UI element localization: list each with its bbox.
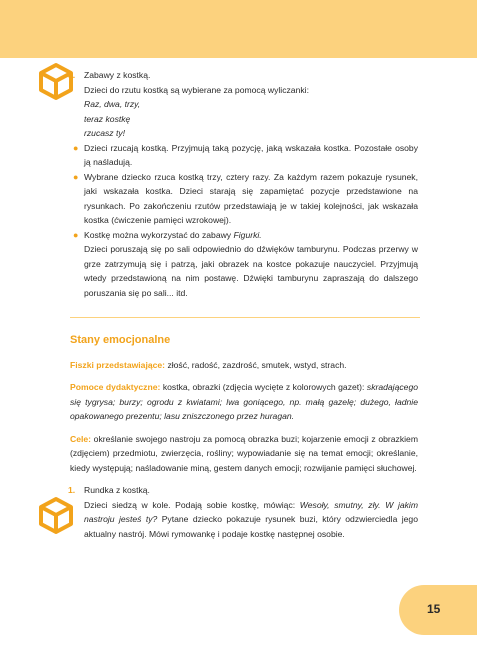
cele-text: określanie swojego nastroju za pomocą obrazka buzi; kojarzenie emocji z obrazkiem (zdjęciem) przedmiotu, zwierzęcia, rośliny; wypowiadanie się na temat emocji; określanie, kiedy występują; naśladowanie miną, gestem danych emocji; rozwijanie pamięci słuchowej. bbox=[70, 433, 418, 473]
page-number-tab bbox=[399, 585, 477, 635]
bullet-icon: ● bbox=[73, 142, 79, 153]
page-number: 15 bbox=[427, 602, 441, 616]
page-content bbox=[68, 68, 419, 541]
pomoce-paragraph bbox=[70, 380, 418, 424]
rhyme-line: rzucasz ty! bbox=[84, 128, 126, 138]
bullet-icon: ● bbox=[73, 229, 79, 240]
section-heading: Stany emocjonalne bbox=[70, 334, 171, 346]
pomoce-label: Pomoce dydaktyczne: bbox=[70, 382, 161, 392]
fiszki-label: Fiszki przedstawiające: bbox=[70, 359, 166, 370]
item-number: 3. bbox=[68, 70, 76, 80]
bullet-item bbox=[73, 141, 418, 170]
fiszki-paragraph bbox=[70, 358, 418, 373]
fiszki-text: złość, radość, zazdrość, smutek, wstyd, strach. bbox=[165, 359, 347, 370]
item-text bbox=[84, 498, 418, 542]
bullet-text-rest: Dzieci poruszają się po sali odpowiednio do dźwięków tamburynu. Podczas przerwy w grze zatrzymują się i patrzą, jaki obrazek na kostce pokazuje nauczyciel. Przyjmują wtedy przedstawioną na nim postawę. Dźwięki tamburynu zapraszają do dalszego poruszania się po sali... itd. bbox=[84, 244, 418, 298]
item-title: Rundka z kostką. bbox=[84, 485, 150, 495]
cele-paragraph bbox=[70, 432, 418, 476]
cele-label: Cele: bbox=[70, 433, 92, 444]
exercise-item bbox=[68, 68, 418, 141]
bullet-item bbox=[73, 228, 418, 301]
item-text-italic: Wesoły, smutny, zły. W jakim nastroju jesteś ty? bbox=[84, 499, 419, 524]
bullet-text-lead: Kostkę można wykorzystać do zabawy bbox=[84, 229, 234, 240]
section-divider bbox=[70, 317, 420, 318]
rhyme-line: teraz kostkę bbox=[84, 113, 131, 124]
item-intro: Dzieci do rzutu kostką są wybierane za pomocą wyliczanki: bbox=[84, 84, 309, 95]
bullet-text-italic: Figurki. bbox=[233, 229, 262, 240]
exercise-item bbox=[68, 483, 419, 541]
bullet-text bbox=[84, 228, 418, 243]
item-title: Zabawy z kostką. bbox=[84, 70, 151, 80]
item-text-lead: Dzieci siedzą w kole. Podają sobie kostkę, mówiąc: bbox=[84, 499, 300, 510]
item-text-rest: Pytane dziecko pokazuje rysunek buzi, który odzwierciedla jego aktualny nastrój. Mówi rymowankę i podaje kostkę następnej osobie. bbox=[84, 514, 418, 539]
cube-icon bbox=[38, 496, 74, 534]
pomoce-text: kostka, obrazki (zdjęcia wycięte z kolorowych gazet): bbox=[160, 382, 367, 392]
header-band bbox=[0, 0, 477, 58]
bullet-icon: ● bbox=[73, 171, 79, 182]
pomoce-italic: skradającego się tygrysa; burzy; ogrodu z kwiatami; lwa goniącego, np. małą gazelę; dużego, ładnie opakowanego prezentu; lasu zniszczonego przez huragan. bbox=[70, 382, 419, 421]
bullet-text: Dzieci rzucają kostką. Przyjmują taką pozycję, jaką wskazała kostka. Pozostałe osoby ją naśladują. bbox=[84, 142, 418, 167]
bullet-text: Wybrane dziecko rzuca kostką trzy, cztery razy. Za każdym razem pokazuje rysunek, jaki wskazała kostka. Dzieci starają się zapamiętać pozycje przedstawione na rysunkach. Po zakończeniu rzutów przedstawiają je w takiej kolejności, jak wskazała kostka (ćwiczenie pamięci wzrokowej). bbox=[84, 171, 418, 225]
item-number: 1. bbox=[68, 485, 76, 495]
bullet-item bbox=[73, 170, 418, 228]
rhyme-line: Raz, dwa, trzy, bbox=[84, 99, 141, 109]
